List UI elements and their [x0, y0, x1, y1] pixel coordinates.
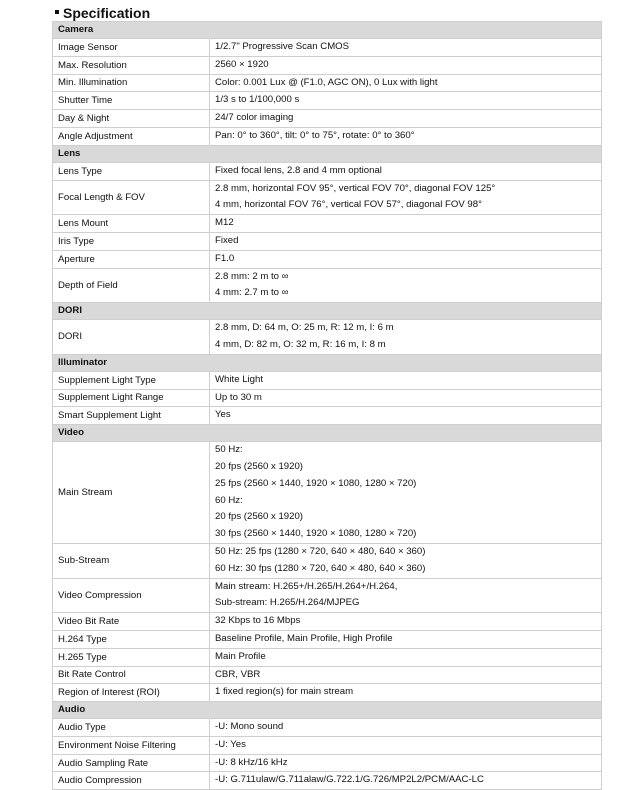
- spec-value: [210, 110, 602, 128]
- table-row: [53, 74, 602, 92]
- section-header: [53, 354, 602, 371]
- spec-value: [210, 666, 602, 684]
- spec-value-line: 4 mm: 2.7 m to ∞: [215, 287, 289, 299]
- spec-label: Main Stream: [53, 442, 210, 544]
- spec-value-line: 60 Hz: 30 fps (1280 × 720, 640 × 480, 640 × 360): [215, 562, 426, 574]
- spec-label: Lens Type: [53, 162, 210, 180]
- spec-label: Supplement Light Range: [53, 389, 210, 407]
- table-row: [53, 754, 602, 772]
- spec-value-line: 2.8 mm: 2 m to ∞: [215, 270, 289, 282]
- table-row: [53, 92, 602, 110]
- section-title: Illuminator: [53, 354, 602, 371]
- spec-label: Video Bit Rate: [53, 613, 210, 631]
- spec-label: Iris Type: [53, 232, 210, 250]
- spec-value: [210, 92, 602, 110]
- table-row: [53, 232, 602, 250]
- spec-value: [210, 232, 602, 250]
- table-row: [53, 39, 602, 57]
- spec-value-line: 2.8 mm, D: 64 m, O: 25 m, R: 12 m, I: 6 m: [215, 322, 394, 334]
- table-row: [53, 371, 602, 389]
- spec-value: [210, 215, 602, 233]
- table-row: [53, 613, 602, 631]
- table-row: [53, 442, 602, 544]
- spec-label: Bit Rate Control: [53, 666, 210, 684]
- section-header: [53, 425, 602, 442]
- page-title: [55, 4, 150, 22]
- spec-value: [210, 127, 602, 145]
- spec-label: Min. Illumination: [53, 74, 210, 92]
- table-row: [53, 543, 602, 578]
- spec-value-line: 30 fps (2560 × 1440, 1920 × 1080, 1280 × 720): [215, 528, 417, 540]
- spec-label: Video Compression: [53, 578, 210, 613]
- spec-value-line: 50 Hz: 25 fps (1280 × 720, 640 × 480, 640 × 360): [215, 545, 426, 557]
- spec-value: [210, 371, 602, 389]
- spec-value-line: Main stream: H.265+/H.265/H.264+/H.264,: [215, 580, 398, 592]
- spec-value: [210, 543, 602, 578]
- table-row: [53, 666, 602, 684]
- spec-value-line: Main Profile: [215, 650, 266, 662]
- section-title: Lens: [53, 145, 602, 162]
- spec-value-line: 32 Kbps to 16 Mbps: [215, 615, 301, 627]
- specification-table-body: [53, 22, 602, 790]
- section-title: Video: [53, 425, 602, 442]
- table-row: [53, 56, 602, 74]
- spec-label: Angle Adjustment: [53, 127, 210, 145]
- spec-label: H.265 Type: [53, 648, 210, 666]
- spec-label: Region of Interest (ROI): [53, 684, 210, 702]
- spec-value: [210, 389, 602, 407]
- spec-label: Depth of Field: [53, 268, 210, 303]
- spec-label: Shutter Time: [53, 92, 210, 110]
- page-title-text: Specification: [63, 5, 151, 21]
- spec-label: Supplement Light Type: [53, 371, 210, 389]
- spec-value-line: Sub-stream: H.265/H.264/MJPEG: [215, 597, 360, 609]
- spec-label: Audio Sampling Rate: [53, 754, 210, 772]
- spec-label: Lens Mount: [53, 215, 210, 233]
- spec-value-line: 20 fps (2560 x 1920): [215, 460, 304, 472]
- spec-label: Focal Length & FOV: [53, 180, 210, 215]
- table-row: [53, 320, 602, 355]
- spec-label: Environment Noise Filtering: [53, 736, 210, 754]
- spec-value-line: 1/3 s to 1/100,000 s: [215, 94, 300, 106]
- spec-value: [210, 630, 602, 648]
- spec-value-line: Color: 0.001 Lux @ (F1.0, AGC ON), 0 Lux with light: [215, 76, 438, 88]
- spec-value-line: Pan: 0° to 360°, tilt: 0° to 75°, rotate: 0° to 360°: [215, 129, 415, 141]
- spec-value-line: White Light: [215, 373, 263, 385]
- spec-value: [210, 578, 602, 613]
- table-row: [53, 578, 602, 613]
- spec-value: [210, 407, 602, 425]
- table-row: [53, 215, 602, 233]
- table-row: [53, 268, 602, 303]
- table-row: [53, 648, 602, 666]
- table-row: [53, 772, 602, 790]
- section-title: Camera: [53, 22, 602, 39]
- spec-value-line: 4 mm, D: 82 m, O: 32 m, R: 16 m, I: 8 m: [215, 338, 386, 350]
- spec-label: DORI: [53, 320, 210, 355]
- spec-value-line: Up to 30 m: [215, 391, 262, 403]
- table-row: [53, 736, 602, 754]
- spec-value-line: 24/7 color imaging: [215, 112, 294, 124]
- spec-value-line: 60 Hz:: [215, 494, 243, 506]
- spec-label: Aperture: [53, 250, 210, 268]
- spec-value-line: -U: Mono sound: [215, 721, 284, 733]
- section-header: [53, 702, 602, 719]
- spec-label: Day & Night: [53, 110, 210, 128]
- spec-value-line: 4 mm, horizontal FOV 76°, vertical FOV 57°, diagonal FOV 98°: [215, 199, 482, 211]
- spec-value: [210, 736, 602, 754]
- spec-label: Image Sensor: [53, 39, 210, 57]
- spec-value: [210, 320, 602, 355]
- spec-value: [210, 250, 602, 268]
- spec-value: [210, 74, 602, 92]
- spec-value-line: 20 fps (2560 x 1920): [215, 511, 304, 523]
- spec-value-line: CBR, VBR: [215, 668, 261, 680]
- spec-label: Smart Supplement Light: [53, 407, 210, 425]
- spec-value-line: 1 fixed region(s) for main stream: [215, 686, 354, 698]
- spec-value: [210, 180, 602, 215]
- specification-table: [52, 21, 602, 790]
- table-row: [53, 630, 602, 648]
- spec-value: [210, 648, 602, 666]
- spec-value-line: 50 Hz:: [215, 444, 243, 456]
- spec-label: Audio Compression: [53, 772, 210, 790]
- spec-value: [210, 268, 602, 303]
- section-header: [53, 22, 602, 39]
- spec-value-line: -U: Yes: [215, 738, 246, 750]
- spec-label: H.264 Type: [53, 630, 210, 648]
- spec-value-line: M12: [215, 217, 234, 229]
- spec-value: [210, 684, 602, 702]
- section-title: DORI: [53, 303, 602, 320]
- section-header: [53, 145, 602, 162]
- table-row: [53, 250, 602, 268]
- table-row: [53, 684, 602, 702]
- table-row: [53, 162, 602, 180]
- spec-value: [210, 56, 602, 74]
- section-header: [53, 303, 602, 320]
- spec-label: Sub-Stream: [53, 543, 210, 578]
- spec-value: [210, 442, 602, 544]
- spec-value-line: 2560 × 1920: [215, 58, 269, 70]
- spec-value-line: Fixed focal lens, 2.8 and 4 mm optional: [215, 164, 382, 176]
- spec-value: [210, 772, 602, 790]
- table-row: [53, 127, 602, 145]
- spec-value: [210, 162, 602, 180]
- spec-value-line: Yes: [215, 409, 231, 421]
- table-row: [53, 407, 602, 425]
- spec-value: [210, 39, 602, 57]
- table-row: [53, 180, 602, 215]
- spec-value: [210, 754, 602, 772]
- spec-value-line: 25 fps (2560 × 1440, 1920 × 1080, 1280 × 720): [215, 477, 417, 489]
- spec-value-line: 2.8 mm, horizontal FOV 95°, vertical FOV 70°, diagonal FOV 125°: [215, 182, 496, 194]
- table-row: [53, 389, 602, 407]
- spec-value-line: Baseline Profile, Main Profile, High Profile: [215, 632, 393, 644]
- table-row: [53, 719, 602, 737]
- section-title: Audio: [53, 702, 602, 719]
- spec-value-line: -U: G.711ulaw/G.711alaw/G.722.1/G.726/MP2L2/PCM/AAC-LC: [215, 774, 484, 786]
- spec-label: Max. Resolution: [53, 56, 210, 74]
- spec-value: [210, 613, 602, 631]
- spec-value-line: Fixed: [215, 234, 239, 246]
- spec-value-line: F1.0: [215, 252, 235, 264]
- table-row: [53, 110, 602, 128]
- bullet-icon: [55, 10, 59, 14]
- spec-value-line: -U: 8 kHz/16 kHz: [215, 756, 288, 768]
- spec-value-line: 1/2.7" Progressive Scan CMOS: [215, 41, 350, 52]
- spec-label: Audio Type: [53, 719, 210, 737]
- spec-value: [210, 719, 602, 737]
